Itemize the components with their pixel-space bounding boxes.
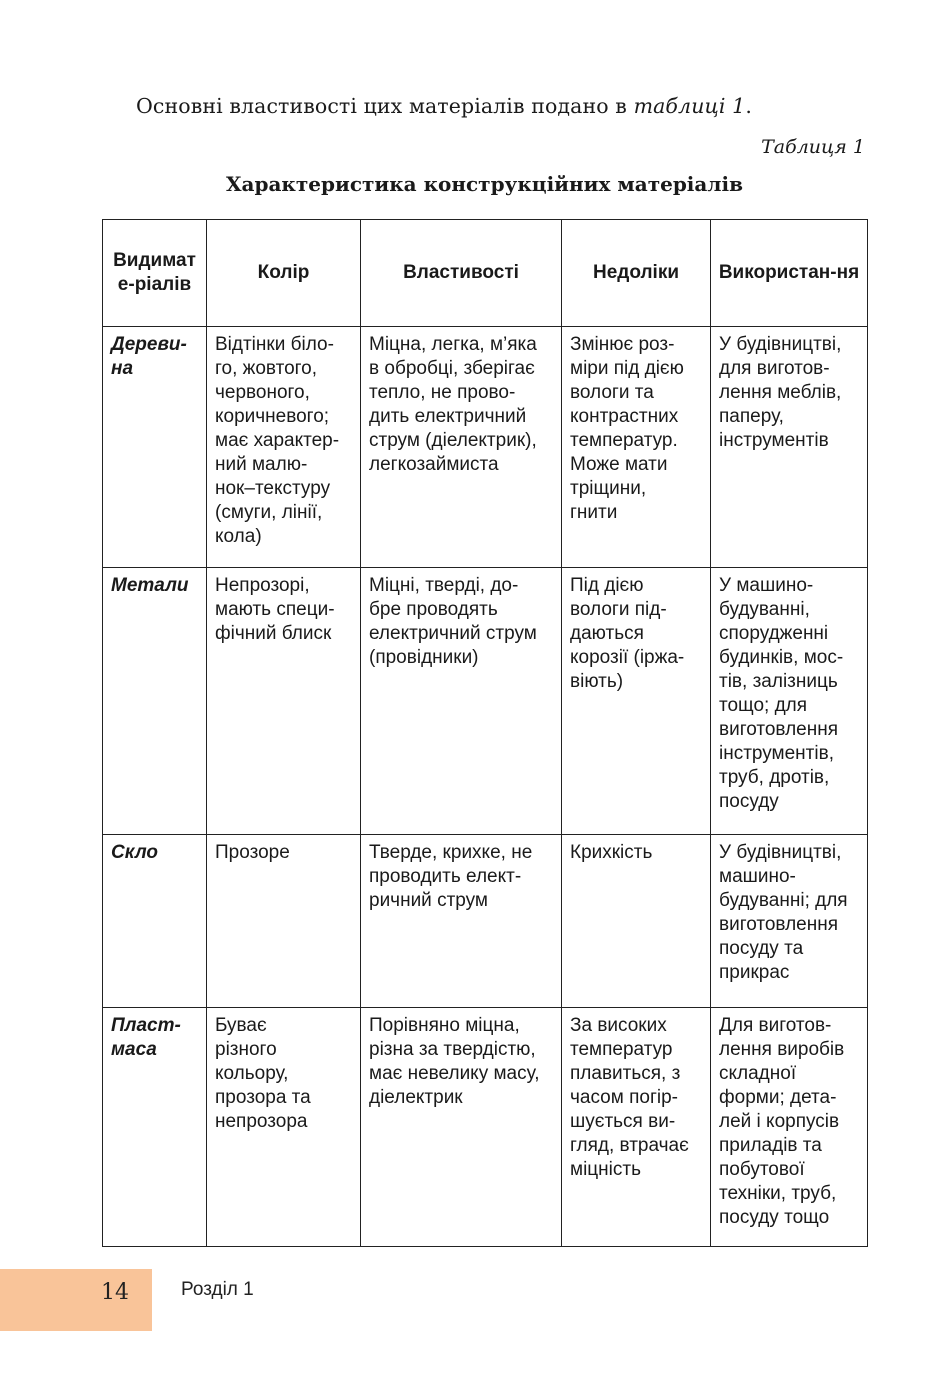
page-number: 14 xyxy=(101,1280,129,1305)
cell-line: У машино- xyxy=(719,575,814,596)
cell-line: червоного, xyxy=(215,382,310,403)
cell-line: Види xyxy=(113,250,163,271)
cell-line: тріщини, xyxy=(570,478,647,499)
intro-text-end: . xyxy=(745,94,752,118)
cell-line: лення виробів xyxy=(719,1039,845,1060)
cell-line: Використан- xyxy=(718,262,837,283)
cell-line: температур xyxy=(570,1039,673,1060)
cell-line: посуду та xyxy=(719,938,804,959)
cell-line: техніки, труб, xyxy=(719,1183,837,1204)
cell-line: струм (діелектрик), xyxy=(369,430,537,451)
cell-line: форми; дета- xyxy=(719,1087,837,1108)
materials-table xyxy=(102,219,868,1247)
cell-line: ний малю- xyxy=(215,454,308,475)
cell-line: тепло, не прово- xyxy=(369,382,516,403)
table-row-plastic xyxy=(103,1008,868,1247)
table-header-row xyxy=(103,220,868,327)
cell-line: часом погір- xyxy=(570,1087,678,1108)
cell-line: різна за твердістю, xyxy=(369,1039,536,1060)
cell-line: нок–текстуру xyxy=(215,478,331,499)
cell-line: Міцна, легка, м’яка xyxy=(369,334,537,355)
cell-line: інструментів, xyxy=(719,743,834,764)
cell-line: (смуги, лінії, xyxy=(215,502,323,523)
cell-usage xyxy=(711,835,868,1008)
cell-line: Скло xyxy=(111,842,158,863)
cell-line: даються xyxy=(570,623,644,644)
cell-line: будуванні; для xyxy=(719,890,848,911)
cell-line: міри під дією xyxy=(570,358,684,379)
cell-usage xyxy=(711,327,868,568)
cell-line: Колір xyxy=(257,262,310,283)
cell-line: паперу, xyxy=(719,406,784,427)
cell-line: контрастних xyxy=(570,406,679,427)
cell-line: У будівництві, xyxy=(719,334,842,355)
cell-line: кола) xyxy=(215,526,262,547)
cell-properties xyxy=(361,835,562,1008)
cell-line: тощо; для xyxy=(719,695,808,716)
cell-color xyxy=(207,835,361,1008)
cell-line: ня xyxy=(836,262,860,283)
cell-line: Відтінки біло- xyxy=(215,334,334,355)
cell-properties xyxy=(361,568,562,835)
cell-line: шується ви- xyxy=(570,1111,676,1132)
cell-line: віють) xyxy=(570,671,624,692)
cell-line: корозії (іржа- xyxy=(570,647,685,668)
cell-properties xyxy=(361,327,562,568)
cell-kind xyxy=(103,835,207,1008)
cell-drawbacks xyxy=(562,1008,711,1247)
cell-line: міцність xyxy=(570,1159,641,1180)
cell-line: мають специ- xyxy=(215,599,335,620)
cell-line: Прозоре xyxy=(215,842,290,863)
cell-line: Властивості xyxy=(403,262,519,283)
cell-line: побутової xyxy=(719,1159,805,1180)
cell-line: діелектрик xyxy=(369,1087,463,1108)
cell-line: За високих xyxy=(570,1015,667,1036)
cell-line: Метали xyxy=(111,575,189,596)
cell-line: Під дією xyxy=(570,575,644,596)
cell-line: гнити xyxy=(570,502,618,523)
cell-line: мате- xyxy=(117,250,196,295)
cell-line: проводить елект- xyxy=(369,866,522,887)
cell-line: Дереви- xyxy=(111,334,187,355)
cell-line: Пласт- xyxy=(111,1015,181,1036)
cell-color xyxy=(207,568,361,835)
cell-line: Непрозорі, xyxy=(215,575,310,596)
cell-line: на xyxy=(111,358,134,379)
cell-usage xyxy=(711,1008,868,1247)
cell-line: Тверде, крихке, не xyxy=(369,842,533,863)
cell-line: Змінює роз- xyxy=(570,334,675,355)
cell-line: У будівництві, xyxy=(719,842,842,863)
cell-line: Міцні, тверді, до- xyxy=(369,575,519,596)
cell-kind xyxy=(103,1008,207,1247)
cell-line: Крихкість xyxy=(570,842,653,863)
table-title: Характеристика конструкційних матеріалів xyxy=(226,172,743,196)
cell-color xyxy=(207,1008,361,1247)
cell-color xyxy=(207,327,361,568)
cell-line: Недоліки xyxy=(592,262,680,283)
cell-line: посуду xyxy=(719,791,779,812)
cell-line: інструментів xyxy=(719,430,829,451)
header-drawbacks xyxy=(562,220,711,327)
cell-line: ріалів xyxy=(134,274,192,295)
cell-line: приладів та xyxy=(719,1135,822,1156)
cell-line: бре проводять xyxy=(369,599,498,620)
cell-line: будуванні, xyxy=(719,599,810,620)
cell-line: виготовлення xyxy=(719,719,839,740)
cell-line: вологи та xyxy=(570,382,654,403)
cell-line: вологи під- xyxy=(570,599,667,620)
cell-line: (провідники) xyxy=(369,647,479,668)
table-label: Таблиця 1 xyxy=(761,136,865,158)
table-row-metals xyxy=(103,568,868,835)
cell-line: має характер- xyxy=(215,430,340,451)
cell-kind xyxy=(103,568,207,835)
header-kind xyxy=(103,220,207,327)
intro-paragraph xyxy=(136,94,752,118)
cell-line: лення меблів, xyxy=(719,382,842,403)
cell-line: маса xyxy=(111,1039,157,1060)
cell-line: електричний струм xyxy=(369,623,537,644)
header-properties xyxy=(361,220,562,327)
cell-line: машино- xyxy=(719,866,796,887)
cell-line: прозора та xyxy=(215,1087,311,1108)
cell-line: в обробці, зберігає xyxy=(369,358,535,379)
cell-drawbacks xyxy=(562,327,711,568)
cell-line: складної xyxy=(719,1063,797,1084)
cell-line: кольору, xyxy=(215,1063,289,1084)
cell-line: го, жовтого, xyxy=(215,358,318,379)
cell-usage xyxy=(711,568,868,835)
intro-text: Основні властивості цих матеріалів подано в xyxy=(136,94,634,118)
cell-line: температур. xyxy=(570,430,678,451)
cell-line: прикрас xyxy=(719,962,790,983)
cell-line: дить електричний xyxy=(369,406,527,427)
cell-line: Буває xyxy=(215,1015,267,1036)
cell-line: ричний струм xyxy=(369,890,488,911)
cell-kind xyxy=(103,327,207,568)
cell-line: плавиться, з xyxy=(570,1063,681,1084)
table-row-glass xyxy=(103,835,868,1008)
cell-line: тів, залізниць xyxy=(719,671,838,692)
cell-line: посуду тощо xyxy=(719,1207,830,1228)
cell-line: для виготов- xyxy=(719,358,830,379)
cell-line: будинків, мос- xyxy=(719,647,844,668)
cell-drawbacks xyxy=(562,835,711,1008)
cell-line: фічний блиск xyxy=(215,623,332,644)
cell-line: гляд, втрачає xyxy=(570,1135,689,1156)
cell-line: має невелику масу, xyxy=(369,1063,540,1084)
header-usage xyxy=(711,220,868,327)
intro-emphasis: таблиці 1 xyxy=(633,94,746,118)
cell-line: виготовлення xyxy=(719,914,839,935)
cell-line: різного xyxy=(215,1039,277,1060)
cell-line: Для виготов- xyxy=(719,1015,832,1036)
cell-line: лей і корпусів xyxy=(719,1111,840,1132)
cell-line: Порівняно міцна, xyxy=(369,1015,520,1036)
cell-drawbacks xyxy=(562,568,711,835)
header-color xyxy=(207,220,361,327)
table-row-wood xyxy=(103,327,868,568)
cell-line: непрозора xyxy=(215,1111,308,1132)
section-label: Розділ 1 xyxy=(181,1279,254,1300)
cell-line: труб, дротів, xyxy=(719,767,830,788)
cell-line: легкозаймиста xyxy=(369,454,499,475)
cell-properties xyxy=(361,1008,562,1247)
cell-line: Може мати xyxy=(570,454,668,475)
cell-line: коричневого; xyxy=(215,406,330,427)
cell-line: спорудженні xyxy=(719,623,829,644)
